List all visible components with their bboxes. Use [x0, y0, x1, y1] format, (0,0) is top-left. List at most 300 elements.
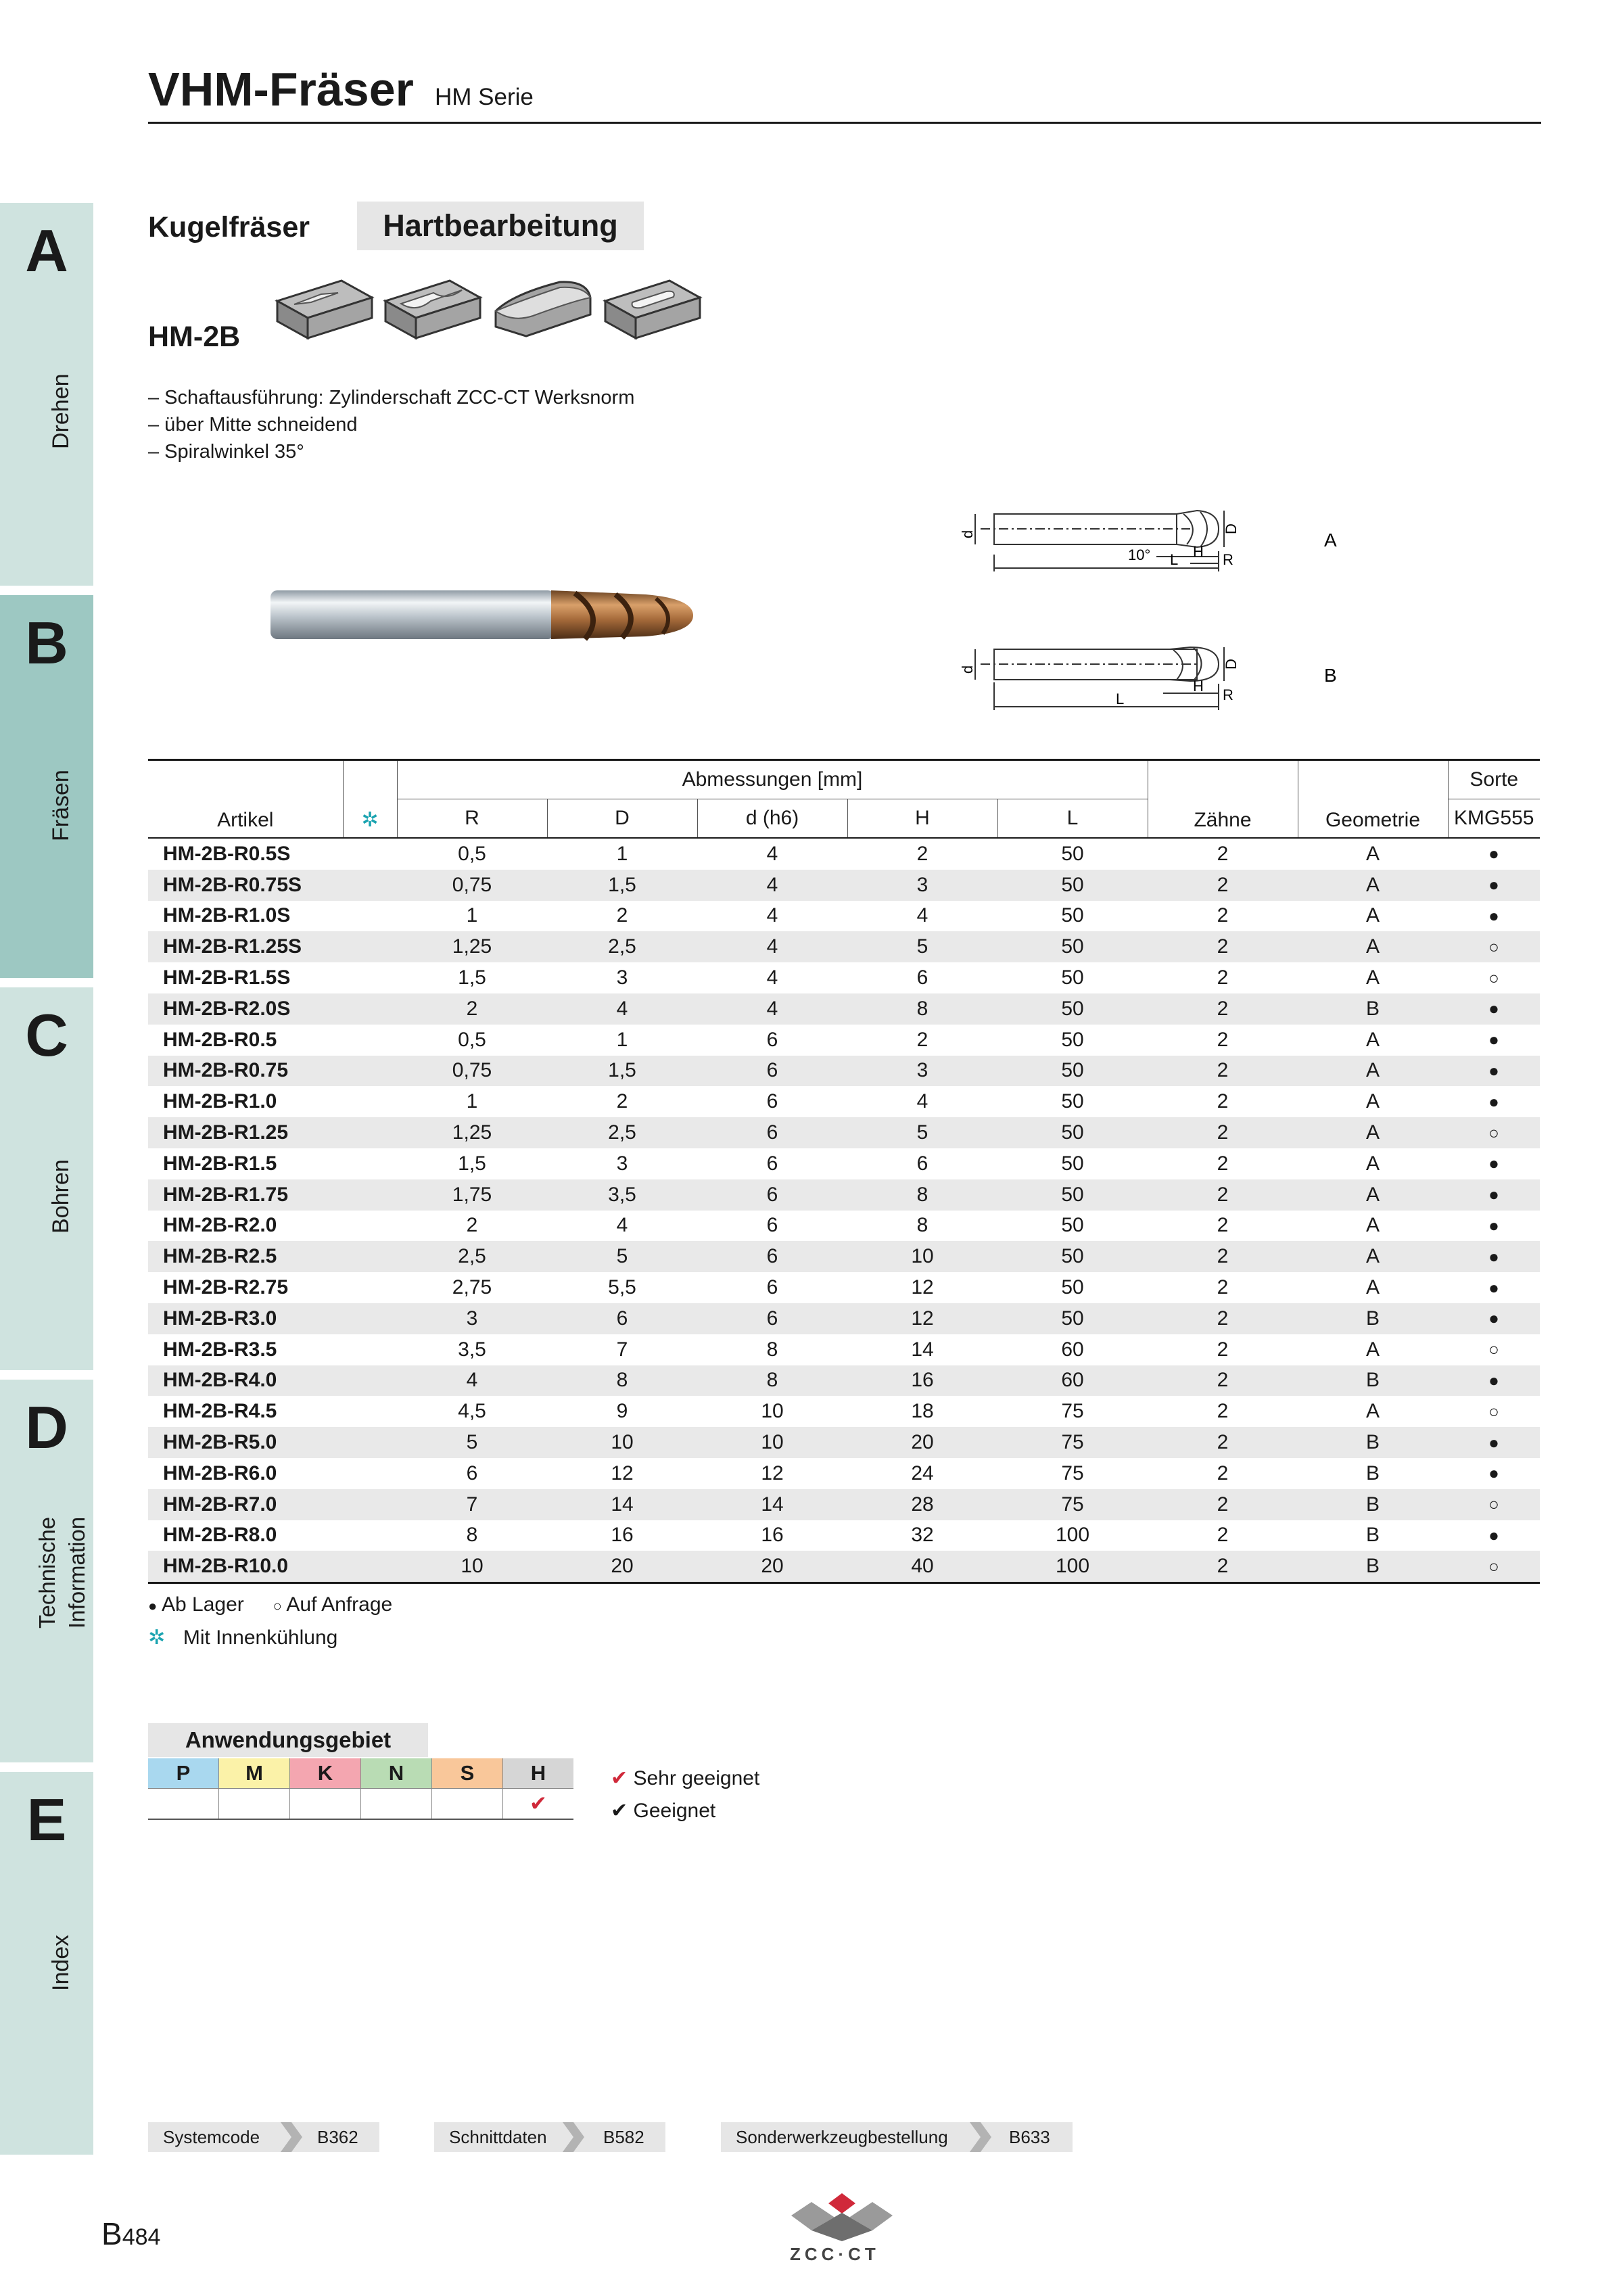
table-cell: 8: [916, 1214, 928, 1237]
table-cell: B: [1365, 1431, 1380, 1454]
table-row: [148, 1458, 1540, 1489]
table-cell: ●: [1488, 1246, 1499, 1267]
geometry-label-b: B: [1324, 665, 1337, 686]
cell-cooling: [343, 1427, 397, 1458]
table-cell: 2: [916, 842, 928, 865]
table-cell: ●: [1488, 1432, 1499, 1453]
table-cell: ●: [1488, 1184, 1499, 1205]
table-cell: A: [1365, 1400, 1380, 1423]
table-cell: A: [1365, 1245, 1380, 1268]
table-cell: 60: [1061, 1369, 1084, 1392]
workpiece-pocket-icon: [602, 274, 703, 342]
table-cell: 8: [616, 1369, 628, 1392]
cooling-label: Mit Innenkühlung: [183, 1626, 338, 1649]
table-cell: 2: [1217, 1431, 1229, 1454]
table-row: [148, 993, 1540, 1025]
table-cell: 0,5: [458, 842, 486, 865]
table-cell: 3,5: [458, 1338, 486, 1361]
footer-link-label: Systemcode: [163, 2127, 260, 2147]
table-cell: 2: [1217, 1555, 1229, 1578]
table-cell: 10: [761, 1431, 784, 1454]
col-d-shank: d (h6): [697, 799, 847, 839]
cooling-icon: ✲: [343, 760, 397, 839]
feature-item: – über Mitte schneidend: [148, 414, 358, 436]
table-cell: 5: [916, 935, 928, 958]
table-row: [148, 1520, 1540, 1551]
table-row: [148, 1303, 1540, 1334]
table-cell: 50: [1061, 1121, 1084, 1144]
table-cell: A: [1365, 1059, 1380, 1082]
table-cell: 8: [766, 1338, 778, 1361]
table-cell: 9: [616, 1400, 628, 1423]
material-k: K: [290, 1758, 361, 1789]
table-cell: A: [1365, 904, 1380, 927]
table-cell: ●: [1488, 1215, 1499, 1236]
table-cell: 6: [766, 1214, 778, 1237]
cell-cooling: [343, 1551, 397, 1583]
table-cell: ○: [1488, 967, 1499, 988]
table-cell: 2: [1217, 935, 1229, 958]
table-cell: 12: [611, 1461, 634, 1484]
legend-suitable-label: Geeignet: [633, 1800, 716, 1822]
table-cell: 1: [466, 1090, 478, 1113]
table-row: [148, 1489, 1540, 1520]
table-cell: 2: [616, 1090, 628, 1113]
material-suitability: [361, 1789, 432, 1820]
table-row: [148, 1148, 1540, 1179]
table-cell: 6: [616, 1307, 628, 1330]
footer-link-label: Schnittdaten: [449, 2127, 547, 2147]
table-cell: 50: [1061, 1245, 1084, 1268]
cell-artikel: HM-2B-R8.0: [163, 1524, 277, 1547]
material-suitability: [290, 1789, 361, 1820]
table-cell: 4: [766, 873, 778, 896]
table-row: [148, 870, 1540, 901]
table-cell: ○: [1488, 1339, 1499, 1360]
table-cell: 10: [761, 1400, 784, 1423]
table-cell: 6: [766, 1121, 778, 1144]
table-cell: 5: [616, 1245, 628, 1268]
table-cell: 3: [616, 1152, 628, 1175]
table-cell: ○: [1488, 1122, 1499, 1143]
table-cell: 4: [916, 904, 928, 927]
table-cell: 14: [761, 1493, 784, 1516]
page-number: [101, 2216, 160, 2252]
workpiece-convex-icon: [492, 274, 594, 342]
cell-cooling: [343, 1365, 397, 1397]
table-cell: 4: [466, 1369, 478, 1392]
side-tab-a[interactable]: [0, 203, 93, 586]
cell-cooling: [343, 962, 397, 993]
table-cell: ●: [1488, 905, 1499, 926]
table-cell: 2: [616, 904, 628, 927]
table-cell: 6: [916, 1152, 928, 1175]
tab-label: [32, 1517, 92, 1629]
table-cell: 2: [1217, 1369, 1229, 1392]
cell-cooling: [343, 838, 397, 870]
col-grade: KMG555: [1448, 799, 1540, 839]
cell-artikel: HM-2B-R5.0: [163, 1431, 277, 1454]
cell-cooling: [343, 901, 397, 932]
table-cell: 1,75: [452, 1183, 492, 1206]
table-cell: ●: [1488, 843, 1499, 864]
feature-list: [148, 384, 634, 465]
legend-suitable: [611, 1799, 715, 1823]
zcc-ct-logo: [784, 2190, 899, 2243]
table-cell: 2: [1217, 1524, 1229, 1547]
table-row: [148, 901, 1540, 932]
table-cell: 8: [916, 997, 928, 1020]
section-title: Kugelfräser: [148, 211, 310, 243]
table-cell: 20: [911, 1431, 934, 1454]
table-cell: 3: [916, 873, 928, 896]
cell-cooling: [343, 1272, 397, 1303]
table-cell: 16: [761, 1524, 784, 1547]
table-cell: 2: [1217, 1307, 1229, 1330]
cell-artikel: HM-2B-R1.25: [163, 1121, 289, 1144]
table-cell: 14: [611, 1493, 634, 1516]
table-cell: 40: [911, 1555, 934, 1578]
material-suitability: [148, 1789, 219, 1820]
table-cell: 2: [466, 997, 478, 1020]
tab-letter: E: [26, 1786, 67, 1853]
material-m: M: [219, 1758, 290, 1789]
table-cell: A: [1365, 966, 1380, 989]
ball-end-mill-image: [267, 578, 700, 653]
page-title: VHM-Fräser: [148, 63, 414, 116]
table-cell: 8: [916, 1183, 928, 1206]
table-cell: 50: [1061, 904, 1084, 927]
table-cell: A: [1365, 842, 1380, 865]
table-cell: 6: [766, 1152, 778, 1175]
cell-cooling: [343, 1086, 397, 1117]
table-cell: B: [1365, 1369, 1380, 1392]
side-tab-c[interactable]: [0, 987, 93, 1370]
table-cell: 2: [1217, 1276, 1229, 1299]
table-cell: A: [1365, 1183, 1380, 1206]
table-cell: 6: [766, 1090, 778, 1113]
table-cell: 4: [766, 935, 778, 958]
cell-artikel: HM-2B-R1.75: [163, 1183, 289, 1206]
footer-link-schnittdaten[interactable]: [434, 2122, 665, 2152]
table-cell: 2,5: [608, 1121, 636, 1144]
application-title: Anwendungsgebiet: [148, 1723, 428, 1757]
table-cell: ●: [1488, 874, 1499, 895]
table-cell: 20: [611, 1555, 634, 1578]
cell-artikel: HM-2B-R4.5: [163, 1400, 277, 1423]
table-cell: 50: [1061, 1276, 1084, 1299]
table-cell: ●: [1488, 1060, 1499, 1081]
table-cell: ●: [1488, 1029, 1499, 1050]
dimension-drawing-a: [959, 504, 1346, 578]
geometry-label-a: A: [1324, 530, 1337, 550]
product-code: HM-2B: [148, 321, 241, 353]
cell-artikel: HM-2B-R7.0: [163, 1493, 277, 1516]
table-cell: 6: [766, 1276, 778, 1299]
table-cell: 24: [911, 1461, 934, 1484]
material-suitability: ✔: [503, 1789, 574, 1820]
col-zaehne: Zähne: [1148, 760, 1298, 839]
tab-letter: B: [25, 609, 68, 676]
table-cell: 1,5: [458, 966, 486, 989]
tab-label: Fräsen: [48, 770, 74, 841]
table-row: [148, 1334, 1540, 1365]
chevron-right-icon: [278, 2122, 305, 2152]
col-artikel: Artikel: [217, 809, 274, 831]
table-cell: 100: [1055, 1555, 1090, 1578]
table-cell: 50: [1061, 1059, 1084, 1082]
table-cell: 50: [1061, 873, 1084, 896]
cell-artikel: HM-2B-R6.0: [163, 1461, 277, 1484]
table-cell: 7: [616, 1338, 628, 1361]
dim-label-D: D: [1223, 523, 1240, 534]
material-suitability: [432, 1789, 503, 1820]
table-cell: 1,25: [452, 935, 492, 958]
cell-artikel: HM-2B-R2.0: [163, 1214, 277, 1237]
dim-label-H: H: [1193, 678, 1204, 695]
availability-legend: [148, 1593, 392, 1616]
page-number-letter: B: [101, 2216, 122, 2251]
table-cell: 2: [1217, 1245, 1229, 1268]
cell-cooling: [343, 1458, 397, 1489]
table-cell: 2: [1217, 1059, 1229, 1082]
tab-label: Drehen: [48, 373, 74, 449]
table-cell: 1: [466, 904, 478, 927]
cell-cooling: [343, 1334, 397, 1365]
section-chip: Hartbearbeitung: [357, 202, 644, 250]
table-cell: B: [1365, 1461, 1380, 1484]
table-row: [148, 1551, 1540, 1583]
table-cell: B: [1365, 1524, 1380, 1547]
table-cell: 6: [766, 1245, 778, 1268]
dim-label-L: L: [1170, 551, 1179, 568]
table-cell: 75: [1061, 1461, 1084, 1484]
table-cell: A: [1365, 1028, 1380, 1051]
table-cell: 4: [616, 997, 628, 1020]
cell-artikel: HM-2B-R2.75: [163, 1276, 289, 1299]
check-icon: ✔: [611, 1800, 628, 1822]
footer-link-sonderwerkzeug[interactable]: [721, 2122, 1073, 2152]
cell-cooling: [343, 993, 397, 1025]
cell-artikel: HM-2B-R0.75S: [163, 873, 302, 896]
table-cell: 18: [911, 1400, 934, 1423]
table-cell: 2: [1217, 1090, 1229, 1113]
dim-label-L: L: [1116, 690, 1125, 707]
cooling-legend: [148, 1626, 337, 1649]
workpiece-v-groove-icon: [274, 274, 375, 342]
legend-very-suitable: [611, 1766, 759, 1790]
table-cell: 4,5: [458, 1400, 486, 1423]
table-cell: B: [1365, 1555, 1380, 1578]
page-subtitle: HM Serie: [435, 84, 534, 110]
table-cell: 2: [1217, 1183, 1229, 1206]
table-row: [148, 1179, 1540, 1211]
table-cell: B: [1365, 1493, 1380, 1516]
table-cell: 2: [1217, 966, 1229, 989]
table-cell: 0,5: [458, 1028, 486, 1051]
table-cell: A: [1365, 1276, 1380, 1299]
table-cell: 5,5: [608, 1276, 636, 1299]
col-geometrie: Geometrie: [1298, 760, 1448, 839]
table-cell: 50: [1061, 997, 1084, 1020]
table-cell: 12: [911, 1307, 934, 1330]
table-cell: ●: [1488, 1463, 1499, 1484]
table-row: [148, 1086, 1540, 1117]
table-cell: ●: [1488, 1308, 1499, 1329]
tab-label: Index: [48, 1934, 74, 1991]
cell-cooling: [343, 1025, 397, 1056]
cell-artikel: HM-2B-R1.5: [163, 1152, 277, 1175]
table-cell: 75: [1061, 1400, 1084, 1423]
table-cell: 14: [911, 1338, 934, 1361]
table-cell: 50: [1061, 1307, 1084, 1330]
table-cell: 50: [1061, 966, 1084, 989]
table-row: [148, 1056, 1540, 1087]
table-cell: 3,5: [608, 1183, 636, 1206]
cell-artikel: HM-2B-R1.0: [163, 1090, 277, 1113]
cell-cooling: [343, 931, 397, 962]
table-cell: A: [1365, 873, 1380, 896]
table-cell: 2: [1217, 1493, 1229, 1516]
cell-artikel: HM-2B-R3.5: [163, 1338, 277, 1361]
table-cell: 32: [911, 1524, 934, 1547]
material-n: N: [361, 1758, 432, 1789]
table-cell: 50: [1061, 1028, 1084, 1051]
table-cell: 2: [1217, 904, 1229, 927]
table-cell: ●: [1488, 1277, 1499, 1298]
table-cell: 1: [616, 842, 628, 865]
table-cell: A: [1365, 1338, 1380, 1361]
table-row: [148, 1272, 1540, 1303]
table-cell: 12: [761, 1461, 784, 1484]
table-row: [148, 1241, 1540, 1272]
table-cell: ●: [1488, 998, 1499, 1019]
tab-label: Bohren: [48, 1159, 74, 1234]
cell-cooling: [343, 870, 397, 901]
col-sorte: Sorte: [1448, 760, 1540, 799]
table-row: [148, 1396, 1540, 1427]
table-cell: 10: [611, 1431, 634, 1454]
col-l: L: [997, 799, 1148, 839]
legend-very-label: Sehr geeignet: [633, 1767, 760, 1789]
chevron-right-icon: [967, 2122, 994, 2152]
cell-artikel: HM-2B-R1.5S: [163, 966, 291, 989]
dim-label-d: d: [959, 665, 976, 674]
table-cell: 4: [766, 904, 778, 927]
side-tab-d[interactable]: [0, 1380, 93, 1762]
table-cell: 6: [766, 1183, 778, 1206]
table-cell: A: [1365, 1214, 1380, 1237]
cell-artikel: HM-2B-R3.0: [163, 1307, 277, 1330]
red-check-icon: ✔: [611, 1767, 628, 1789]
table-cell: 5: [466, 1431, 478, 1454]
logo-text: ZCC·CT: [790, 2244, 880, 2264]
table-cell: 75: [1061, 1431, 1084, 1454]
col-group-dimensions: Abmessungen [mm]: [397, 760, 1148, 799]
table-cell: 2,5: [458, 1245, 486, 1268]
col-h: H: [847, 799, 997, 839]
table-row: [148, 1025, 1540, 1056]
table-cell: 16: [611, 1524, 634, 1547]
table-cell: 0,75: [452, 1059, 492, 1082]
table-cell: ●: [1488, 1091, 1499, 1112]
feature-item: – Schaftausführung: Zylinderschaft ZCC-CT Werksnorm: [148, 387, 635, 408]
table-row: [148, 962, 1540, 993]
cooling-icon: ✲: [148, 1626, 166, 1649]
cell-cooling: [343, 1148, 397, 1179]
spec-table: [148, 759, 1540, 1584]
dim-label-d: d: [959, 530, 976, 539]
footer-link-ref: B633: [1009, 2127, 1050, 2147]
table-cell: 100: [1055, 1524, 1090, 1547]
page-number-value: 484: [122, 2224, 161, 2250]
table-cell: 12: [911, 1276, 934, 1299]
cell-cooling: [343, 1489, 397, 1520]
cell-artikel: HM-2B-R4.0: [163, 1369, 277, 1392]
table-cell: 6: [766, 1307, 778, 1330]
table-row: [148, 838, 1540, 870]
table-cell: 2: [1217, 873, 1229, 896]
dim-label-R: R: [1223, 686, 1233, 703]
tab-letter: C: [25, 1002, 68, 1069]
table-cell: 8: [466, 1524, 478, 1547]
chevron-right-icon: [560, 2122, 587, 2152]
table-cell: 16: [911, 1369, 934, 1392]
footer-link-ref: B582: [603, 2127, 644, 2147]
header-divider: [148, 122, 1541, 124]
table-cell: A: [1365, 1090, 1380, 1113]
stock-label: Ab Lager: [161, 1593, 244, 1616]
table-cell: 20: [761, 1555, 784, 1578]
table-cell: 1,5: [458, 1152, 486, 1175]
cell-cooling: [343, 1211, 397, 1242]
table-row: [148, 1117, 1540, 1148]
table-cell: 2: [916, 1028, 928, 1051]
table-cell: 60: [1061, 1338, 1084, 1361]
table-cell: 2: [1217, 1461, 1229, 1484]
footer-link-systemcode[interactable]: [148, 2122, 379, 2152]
tab-label-line: Information: [64, 1516, 89, 1629]
table-cell: 5: [916, 1121, 928, 1144]
tab-letter: D: [25, 1394, 68, 1461]
table-cell: 50: [1061, 1183, 1084, 1206]
table-cell: 6: [766, 1028, 778, 1051]
cell-cooling: [343, 1117, 397, 1148]
table-cell: ●: [1488, 1369, 1499, 1390]
side-tab-b[interactable]: [0, 595, 93, 978]
stock-symbol: ●: [148, 1597, 158, 1614]
table-cell: 28: [911, 1493, 934, 1516]
table-cell: ○: [1488, 1401, 1499, 1422]
table-cell: 4: [916, 1090, 928, 1113]
table-cell: 7: [466, 1493, 478, 1516]
workpiece-u-groove-icon: [382, 274, 484, 342]
cell-artikel: HM-2B-R1.0S: [163, 904, 291, 927]
table-cell: A: [1365, 1121, 1380, 1144]
material-suitability: [219, 1789, 290, 1820]
table-cell: ●: [1488, 1153, 1499, 1174]
table-cell: 2,5: [608, 935, 636, 958]
table-cell: 4: [766, 842, 778, 865]
request-symbol: ○: [273, 1597, 282, 1614]
material-s: S: [432, 1758, 503, 1789]
material-p: P: [148, 1758, 219, 1789]
side-tab-e[interactable]: [0, 1772, 93, 2155]
cell-cooling: [343, 1520, 397, 1551]
footer-link-ref: B362: [317, 2127, 358, 2147]
table-row: [148, 931, 1540, 962]
cell-artikel: HM-2B-R1.25S: [163, 935, 302, 958]
